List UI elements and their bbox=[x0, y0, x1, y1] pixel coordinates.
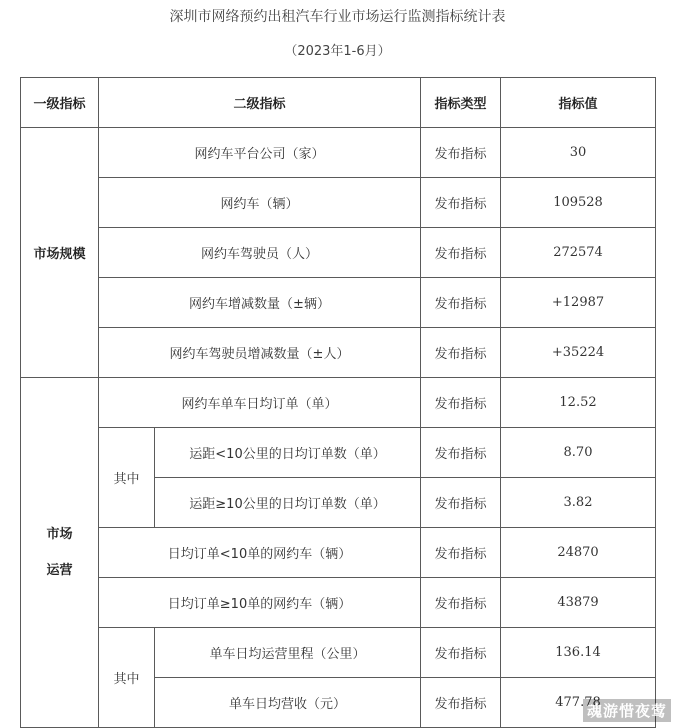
row-value: 477.78 bbox=[501, 678, 656, 728]
table-row bbox=[21, 428, 656, 478]
row-type: 发布指标 bbox=[421, 228, 501, 278]
header-level1: 一级指标 bbox=[21, 78, 99, 128]
header-value: 指标值 bbox=[501, 78, 656, 128]
row-value: 30 bbox=[501, 128, 656, 178]
row-type: 发布指标 bbox=[421, 378, 501, 428]
table-subtitle: （2023年1-6月） bbox=[284, 44, 391, 59]
row-label: 运距<10公里的日均订单数（单） bbox=[155, 428, 421, 478]
row-label: 单车日均营收（元） bbox=[155, 678, 421, 728]
row-label: 网约车（辆） bbox=[99, 178, 421, 228]
row-label: 网约车平台公司（家） bbox=[99, 128, 421, 178]
row-value: 43879 bbox=[501, 578, 656, 628]
row-value: +35224 bbox=[501, 328, 656, 378]
row-value: 3.82 bbox=[501, 478, 656, 528]
row-type: 发布指标 bbox=[421, 578, 501, 628]
row-type: 发布指标 bbox=[421, 678, 501, 728]
row-label: 网约车增减数量（±辆） bbox=[99, 278, 421, 328]
row-value: 136.14 bbox=[501, 628, 656, 678]
row-value: 24870 bbox=[501, 528, 656, 578]
row-label: 网约车驾驶员（人） bbox=[99, 228, 421, 278]
statistics-table bbox=[20, 77, 656, 728]
row-type: 发布指标 bbox=[421, 328, 501, 378]
row-type: 发布指标 bbox=[421, 128, 501, 178]
header-row bbox=[21, 78, 656, 128]
watermark: 魂游惜夜莺 bbox=[583, 699, 671, 722]
row-label: 日均订单≥10单的网约车（辆） bbox=[99, 578, 421, 628]
header-level2: 二级指标 bbox=[99, 78, 421, 128]
table-row bbox=[21, 278, 656, 328]
row-label: 日均订单<10单的网约车（辆） bbox=[99, 528, 421, 578]
row-label: 单车日均运营里程（公里） bbox=[155, 628, 421, 678]
header-type: 指标类型 bbox=[421, 78, 501, 128]
row-type: 发布指标 bbox=[421, 628, 501, 678]
category-market-operation bbox=[21, 378, 99, 728]
row-value: 8.70 bbox=[501, 428, 656, 478]
row-value: 272574 bbox=[501, 228, 656, 278]
row-label: 网约车单车日均订单（单） bbox=[99, 378, 421, 428]
qizhong-label: 其中 bbox=[99, 628, 155, 728]
category-market-operation-label: 市场运营 bbox=[46, 526, 73, 578]
row-value: 12.52 bbox=[501, 378, 656, 428]
row-type: 发布指标 bbox=[421, 478, 501, 528]
row-label: 网约车驾驶员增减数量（±人） bbox=[99, 328, 421, 378]
row-label: 运距≥10公里的日均订单数（单） bbox=[155, 478, 421, 528]
table-title: 深圳市网络预约出租汽车行业市场运行监测指标统计表 bbox=[169, 9, 506, 25]
qizhong-label: 其中 bbox=[99, 428, 155, 528]
table-row bbox=[21, 178, 656, 228]
row-type: 发布指标 bbox=[421, 178, 501, 228]
table-row bbox=[21, 528, 656, 578]
table-row bbox=[21, 378, 656, 428]
row-type: 发布指标 bbox=[421, 528, 501, 578]
table-row bbox=[21, 628, 656, 678]
table-row bbox=[21, 328, 656, 378]
category-market-scale: 市场规模 bbox=[21, 128, 99, 378]
row-value: 109528 bbox=[501, 178, 656, 228]
row-type: 发布指标 bbox=[421, 278, 501, 328]
table-row bbox=[21, 578, 656, 628]
row-type: 发布指标 bbox=[421, 428, 501, 478]
row-value: +12987 bbox=[501, 278, 656, 328]
table-row bbox=[21, 128, 656, 178]
table-row bbox=[21, 228, 656, 278]
